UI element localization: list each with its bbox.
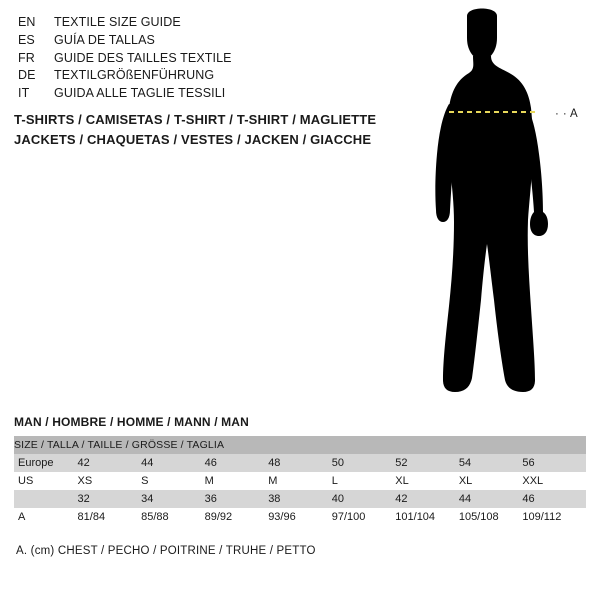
cell: 44: [141, 454, 205, 472]
size-table-block: [14, 415, 586, 526]
cell: M: [205, 472, 269, 490]
language-code: EN: [18, 15, 36, 29]
cell: 97/100: [332, 508, 396, 526]
cell: 36: [205, 490, 269, 508]
table-title: MAN / HOMBRE / HOMME / MANN / MAN: [14, 415, 249, 429]
cell: L: [332, 472, 396, 490]
cell: XL: [459, 472, 523, 490]
cell: S: [141, 472, 205, 490]
language-code: IT: [18, 86, 30, 100]
size-table: [14, 436, 586, 526]
cell: 42: [78, 454, 142, 472]
cell: 46: [522, 490, 586, 508]
language-text: GUÍA DE TALLAS: [54, 32, 155, 47]
table-row: [14, 454, 586, 472]
language-text: TEXTILE SIZE GUIDE: [54, 15, 181, 29]
language-row: [18, 67, 378, 85]
language-text: TEXTILGRÖßENFÜHRUNG: [54, 68, 215, 83]
chest-measure-dash: · ·: [555, 108, 568, 120]
language-row: [18, 14, 378, 32]
cell: XL: [395, 472, 459, 490]
cell: 38: [268, 490, 332, 508]
cell: 40: [332, 490, 396, 508]
chest-measure-label: [555, 108, 578, 120]
cell: M: [268, 472, 332, 490]
language-row: [18, 85, 378, 103]
category-tshirts: T-SHIRTS / CAMISETAS / T-SHIRT / T-SHIRT / MAGLIETTE: [14, 112, 377, 127]
row-label: A: [14, 508, 78, 526]
language-code: ES: [18, 32, 35, 47]
silhouette-svg: [405, 8, 595, 408]
table-row: [14, 490, 586, 508]
cell: 109/112: [522, 508, 586, 526]
chest-measure-letter: A: [570, 108, 579, 120]
male-silhouette-figure: [405, 8, 595, 408]
cell: 85/88: [141, 508, 205, 526]
cell: 81/84: [78, 508, 142, 526]
table-header-row: [14, 436, 586, 454]
cell: 56: [522, 454, 586, 472]
table-footnote: A. (cm) CHEST / PECHO / POITRINE / TRUHE / PETTO: [16, 545, 316, 557]
language-list: [18, 14, 378, 103]
category-list: [14, 110, 414, 150]
row-label: US: [14, 472, 78, 490]
cell: 93/96: [268, 508, 332, 526]
language-row: [18, 50, 378, 68]
table-row: [14, 472, 586, 490]
cell: 48: [268, 454, 332, 472]
language-code: FR: [18, 50, 35, 65]
cell: XXL: [522, 472, 586, 490]
cell: 54: [459, 454, 523, 472]
cell: 105/108: [459, 508, 523, 526]
cell: 101/104: [395, 508, 459, 526]
language-code: DE: [18, 68, 36, 83]
cell: 34: [141, 490, 205, 508]
row-label: [14, 490, 78, 508]
cell: 42: [395, 490, 459, 508]
cell: 44: [459, 490, 523, 508]
cell: 50: [332, 454, 396, 472]
language-text: GUIDE DES TAILLES TEXTILE: [54, 50, 232, 65]
cell: 46: [205, 454, 269, 472]
cell: XS: [78, 472, 142, 490]
language-row: [18, 32, 378, 50]
row-label: Europe: [14, 454, 78, 472]
language-text: GUIDA ALLE TAGLIE TESSILI: [54, 86, 226, 100]
category-jackets: JACKETS / CHAQUETAS / VESTES / JACKEN / GIACCHE: [14, 132, 372, 148]
table-header-label: SIZE / TALLA / TAILLE / GRÖSSE / TAGLIA: [14, 436, 586, 454]
cell: 52: [395, 454, 459, 472]
cell: 32: [78, 490, 142, 508]
cell: 89/92: [205, 508, 269, 526]
table-row: [14, 508, 586, 526]
